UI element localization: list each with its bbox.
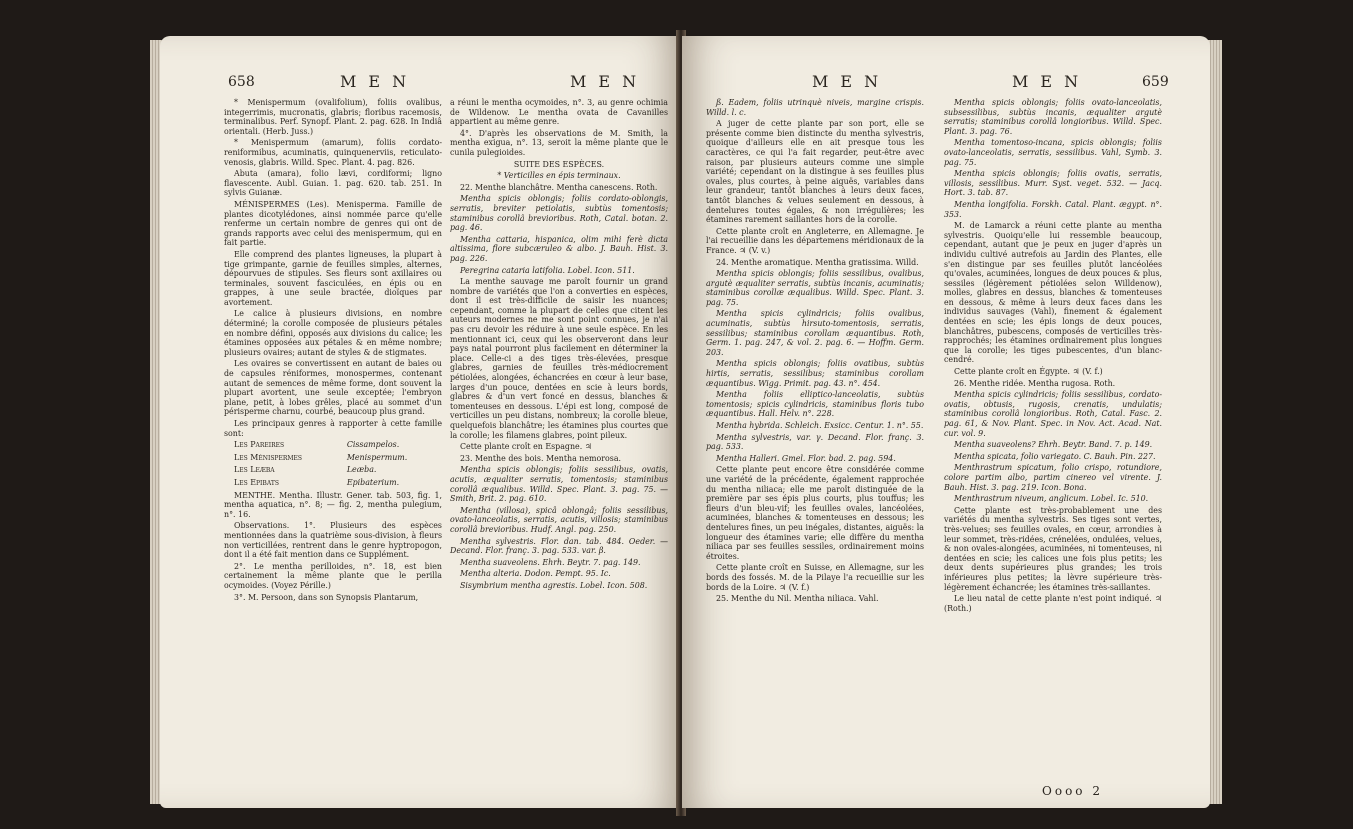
paragraph: 3°. M. Persoon, dans son Synopsis Plantarum, xyxy=(234,592,419,602)
genera-row xyxy=(224,465,442,478)
left-column-1 xyxy=(224,98,442,604)
paragraph: Cette plante peut encore être considérée comme une variété de la précédente, également rapprochée du mentha niliaca; elle me paroît distinguée de la première par ses épis plus courts, plus touffus; les fleurs d'un bleu-vif; les feuilles ovales, lancéolées, acuminées, blanches & tomenteuses en dessous; les dentelures fines, un peu inégales, distantes, aiguës: la longueur des étamines varie; elle diffère du mentha niliaca par ses feuilles sessiles, ordinairement moins étroites. xyxy=(706,465,924,561)
right-column-1 xyxy=(706,98,924,606)
paragraph: Mentha spicis oblongis; foliis cordato-oblongis, serratis, breviter petiolatis, subtùs tomentosis; staminibus corollâ brevioribus. Roth, Catal. botan. 2. pag. 46. xyxy=(450,194,668,233)
right-page-edge xyxy=(1208,40,1222,804)
paragraph: Mentha spicis cylindricis; foliis ovalibus, acuminatis, subtùs hirsuto-tomentosis, serratis, sessilibus; staminibus corollam æquantibus. Roth, Germ. 1. pag. 247, & vol. 2. pag. 6. — Hoffm. Germ. 203. xyxy=(706,309,924,357)
left-page-number: 658 xyxy=(228,74,255,90)
genus-name: Les Ménispermes xyxy=(234,452,302,462)
paragraph: Mentha foliis elliptico-lanceolatis, subtùs tomentosis; spicis cylindricis, staminibus floris tubo æquantibus. Hall. Helv. n°. 228. xyxy=(706,390,924,419)
paragraph: Cette plante croît en Égypte. ♃ (V. f.) xyxy=(954,367,1103,377)
paragraph: Mentha suaveolens. Ehrh. Beytr. 7. pag. 149. xyxy=(460,557,641,567)
paragraph: Les principaux genres à rapporter à cette famille sont: xyxy=(224,419,442,438)
genus-latin: Epibaterium. xyxy=(346,477,400,487)
paragraph: Mentha alteria. Dodon. Pempt. 95. Ic. xyxy=(460,569,611,579)
subsection-heading: * Verticilles en épis terminaux. xyxy=(497,171,621,181)
right-running-header-1: MEN xyxy=(812,72,891,91)
paragraph: Les ovaires se convertissent en autant de baies ou de capsules réniformes, monospermes, contenant autant de semences de même forme, dont souvent la plupart avortent, une seule exceptée; l'embryon plane, petit, à lobes grêles, placé au sommet d'un périsperme charnu, courbé, beaucoup plus grand. xyxy=(224,359,442,417)
paragraph: Cette plante est très-probablement une des variétés du mentha sylvestris. Ses tiges sont vertes, très-velues; ses feuilles ovales, en cœur, arrondies à leur sommet, très-ridées, crénelées, ondulées, velues, & non ovales-alongées, acuminées, ni tomenteuses, ni dentées en scie; les calices une fois plus petits; les deux dents supérieures plus grandes; les trois inférieures plus petites; la lèvre supérieure très-légèrement échancrée; les étamines très-saillantes. xyxy=(944,505,1162,592)
paragraph: Abuta (amara), folio lævi, cordiformi; ligno flavescente. Aubl. Guian. 1. pag. 620. tab. 251. In sylvis Guianæ. xyxy=(224,169,442,198)
paragraph: La menthe sauvage me paroît fournir un grand nombre de variétés que l'on a converties en espèces, dont il est très-difficile de saisir les nuances; cependant, comme la plupart de celles que citent les auteurs modernes ne me sont point connues, je n'ai pas cru devoir les réduire à une seule espèce. En les mentionnant ici, ceux qui les observeront dans leur pays natal pourront plus facilement en déterminer la place. Celle-ci a des tiges très-élevées, presque glabres, garnies de feuilles très-médiocrement pétiolées, alongées, échancrées en cœur à leur base, larges d'un pouce, dentées en scie à leurs bords, glabres & d'un vert foncé en dessus, blanches & tomenteuses en dessous. L'épi est long, composé de verticilles un peu distans, nombreux; la corolle bleue, quelquefois blanchâtre; les étamines plus courtes que la corolle; les filamens glabres, point pileux. xyxy=(450,277,668,440)
paragraph: MENTHE. Mentha. Illustr. Gener. tab. 503, fig. 1, mentha aquatica, n°. 8; — fig. 2, mentha pulegium, n°. 16. xyxy=(224,490,442,519)
paragraph: Mentha cattaria, hispanica, olim mihi ferè dicta altissima, flore subcæruleo & albo. J. Bauh. Hist. 3. pag. 226. xyxy=(450,234,668,263)
paragraph: Mentha spicis oblongis; foliis sessilibus, ovatis, acutis, æqualiter serratis, tomentosis; staminibus corollâ æqualibus. Willd. Spec. Plant. 3. pag. 75. — Smith, Brit. 2. pag. 610. xyxy=(450,465,668,504)
left-running-header-2: MEN xyxy=(570,72,649,91)
paragraph: A juger de cette plante par son port, elle se présente comme bien distincte du mentha sylvestris, quoique d'ailleurs elle en ait presque tous les caractères, ce qui l'a fait regarder, peut-être avec raison, par plusieurs auteurs comme une simple variété; cependant on la distingue à ses feuilles plus ovales, plus courtes, à peine aiguës, variables dans leur grandeur, tantôt blanches à leurs deux faces, tantôt blanches & velues seulement en dessous, à dentelures toutes égales, & non irrégulières; les étamines rarement saillantes hors de la corolle. xyxy=(706,119,924,225)
right-column-2 xyxy=(944,98,1162,615)
paragraph: Mentha spicis cylindricis; foliis sessilibus, cordato-ovatis, obtusis, rugosis, crenatis, undulatis; staminibus corollâ longioribus. Roth, Catal. Fasc. 2. pag. 61, & Nov. Plant. Spec. in Nov. Act. Acad. Nat. cur. vol. 9. xyxy=(944,390,1162,438)
paragraph: Le calice à plusieurs divisions, en nombre déterminé; la corolle composée de plusieurs pétales en nombre défini, opposés aux divisions du calice; les étamines opposées aux pétales & en même nombre; plusieurs ovaires; autant de styles & de stigmates. xyxy=(224,309,442,357)
paragraph: Sisymbrium mentha agrestis. Lobel. Icon. 508. xyxy=(460,580,648,590)
genera-list xyxy=(224,440,442,490)
paragraph: * Menispermum (amarum), foliis cordato-reniformibus, acuminatis, quinquenerviis, reticulato-venosis, glabris. Willd. Spec. Plant. 4. pag. 826. xyxy=(224,138,442,167)
genus-name: Les Leæba xyxy=(234,465,275,475)
genus-latin: Menispermum. xyxy=(346,452,408,462)
paragraph: Observations. 1°. Plusieurs des espèces mentionnées dans la quatrième sous-division, à fleurs non verticillées, rentrent dans le genre hyptropogon, dont il a été fait mention dans ce Supplément. xyxy=(224,521,442,560)
paragraph: 4°. D'après les observations de M. Smith, la mentha exigua, n°. 13, seroit la même plante que le cunila pulegioides. xyxy=(450,128,668,157)
paragraph: Mentha suaveolens? Ehrh. Beytr. Band. 7. p. 149. xyxy=(954,440,1153,450)
paragraph: Mentha spicis oblongis; foliis ovato-lanceolatis, subsessilibus, subtùs incanis, æqualiter argutè serratis; staminibus corollâ longioribus. Willd. Spec. Plant. 3. pag. 76. xyxy=(944,98,1162,136)
genus-latin: Leæba. xyxy=(346,465,377,475)
left-page xyxy=(160,36,680,808)
paragraph: M. de Lamarck a réuni cette plante au mentha sylvestris. Quoiqu'elle lui ressemble beaucoup, cependant, autant que je peux en juger d'après un individu cultivé autrefois au Jardin des Plantes, elle s'en distingue par ses feuilles plutôt lancéolées qu'ovales, acuminées, longues de deux pouces & plus, sessiles (légèrement pétiolées selon Willdenow), molles, glabres en dessus, blanches & tomenteuses en dessous, & même à leurs deux faces dans les individus sauvages (Vahl), finement & également dentées en scie; les épis longs de deux pouces, blanchâtres, pubescens, composés de verticilles très-rapprochés; les étamines ordinairement plus longues que la corolle; les tiges pubescentes, d'un blanc-cendré. xyxy=(944,221,1162,365)
paragraph: 22. Menthe blanchâtre. Mentha canescens. Roth. xyxy=(460,182,658,192)
right-running-header-2: MEN xyxy=(1012,72,1091,91)
paragraph: Mentha tomentoso-incana, spicis oblongis; foliis ovato-lanceolatis, serratis, sessilibus. Vahl, Symb. 3. pag. 75. xyxy=(944,138,1162,167)
genera-row xyxy=(224,440,442,453)
paragraph: Mentha spicata, folio variegato. C. Bauh. Pin. 227. xyxy=(954,451,1156,461)
paragraph: Mentha (villosa), spicâ oblongâ; foliis sessilibus, ovato-lanceolatis, serratis, acutis, villosis; staminibus corollâ brevioribus. Hudf. Angl. pag. 250. xyxy=(450,505,668,534)
paragraph: ß. Eadem, foliis utrinquè niveis, margine crispis. Willd. l. c. xyxy=(706,98,924,117)
paragraph: a réuni le mentha ocymoides, n°. 3, au genre ochimia de Wildenow. Le mentha ovata de Cavanilles appartient au même genre. xyxy=(450,98,668,127)
printer-signature: Oooo 2 xyxy=(1042,784,1103,798)
paragraph: Mentha spicis oblongis; foliis ovatibus, subtùs hirtis, serratis, sessilibus; staminibus corollam æquantibus. Wigg. Primit. pag. 43. n°. 454. xyxy=(706,359,924,388)
paragraph: Elle comprend des plantes ligneuses, la plupart à tige grimpante, garnie de feuilles simples, alternes, dépourvues de stipules. Ses fleurs sont axillaires ou terminales, souvent fasciculées, en épis ou en grappes, à une seule bractée, dioïques par avortement. xyxy=(224,249,442,307)
paragraph: 24. Menthe aromatique. Mentha gratissima. Willd. xyxy=(716,257,919,267)
paragraph: Mentha longifolia. Forskh. Catal. Plant. ægypt. n°. 353. xyxy=(944,199,1162,219)
paragraph: 26. Menthe ridée. Mentha rugosa. Roth. xyxy=(954,378,1116,388)
paragraph: Cette plante croît en Angleterre, en Allemagne. Je l'ai recueillie dans les départemens méridionaux de la France. ♃ (V. v.) xyxy=(706,226,924,255)
paragraph: Mentha sylvestris. Flor. dan. tab. 484. Oeder. — Decand. Flor. franç. 3. pag. 533. var. β. xyxy=(450,536,668,556)
paragraph: 23. Menthe des bois. Mentha nemorosa. xyxy=(460,453,622,463)
paragraph: Mentha Halleri. Gmel. Flor. bad. 2. pag. 594. xyxy=(716,453,896,463)
section-heading: SUITE DES ESPÈCES. xyxy=(513,159,605,169)
paragraph: Cette plante croît en Suisse, en Allemagne, sur les bords des fossés. M. de la Pilaye l'a recueillie sur les bords de la Loire. ♃ (V. f.) xyxy=(706,563,924,592)
genus-name: Les Epibats xyxy=(234,477,279,487)
paragraph: Peregrina cataria latifolia. Lobel. Icon. 511. xyxy=(460,265,635,275)
paragraph: Mentha hybrida. Schleich. Exsicc. Centur. 1. n°. 55. xyxy=(716,421,924,430)
paragraph: 2°. Le mentha perilloides, n°. 18, est bien certainement la même plante que le perilla ocymoides. (Voyez Pérille.) xyxy=(224,561,442,590)
paragraph: Le lieu natal de cette plante n'est point indiqué. ♃ (Roth.) xyxy=(944,594,1162,613)
right-page xyxy=(682,36,1210,808)
paragraph: Menthrastrum spicatum, folio crispo, rotundiore, colore partim albo, partim cinereo vel virente. J. Bauh. Hist. 3. pag. 219. Icon. Bona. xyxy=(944,463,1162,492)
genus-latin: Cissampelos. xyxy=(346,440,400,450)
paragraph: Mentha sylvestris, var. γ. Decand. Flor. franç. 3. pag. 533. xyxy=(706,432,924,452)
paragraph: Menthrastrum niveum, anglicum. Lobel. Ic. 510. xyxy=(954,494,1149,504)
paragraph: 25. Menthe du Nil. Mentha niliaca. Vahl. xyxy=(716,594,879,604)
left-running-header-1: MEN xyxy=(340,72,419,91)
left-column-2 xyxy=(450,98,668,593)
genera-row xyxy=(224,453,442,466)
paragraph: Mentha spicis oblongis; foliis ovatis, serratis, villosis, sessilibus. Murr. Syst. veget. 532. — Jacq. Hort. 3. tab. 87. xyxy=(944,169,1162,198)
right-page-number: 659 xyxy=(1142,74,1169,90)
paragraph: * Menispermum (ovalifolium), foliis ovalibus, integerrimis, mucronatis, glabris; floribus racemosis, terminalibus. Perf. Synopf. Plant. 2. pag. 628. In Indiâ orientali. (Herb. Juss.) xyxy=(224,98,442,136)
genus-name: Les Pareires xyxy=(234,440,285,450)
genera-row xyxy=(224,478,442,491)
paragraph: Mentha spicis oblongis; foliis sessilibus, ovalibus, argutè æqualiter serratis, subtùs incanis, acuminatis; staminibus corollæ æqualibus. Willd. Spec. Plant. 3. pag. 75. xyxy=(706,269,924,307)
paragraph: MÉNISPERMES (Les). Menisperma. Famille de plantes dicotylédones, ainsi nommée parce qu'elle renferme un certain nombre de genres qui ont de grands rapports avec celui des menispermum, qui en fait partie. xyxy=(224,199,442,248)
paragraph: Cette plante croît en Espagne. ♃ xyxy=(460,442,592,452)
